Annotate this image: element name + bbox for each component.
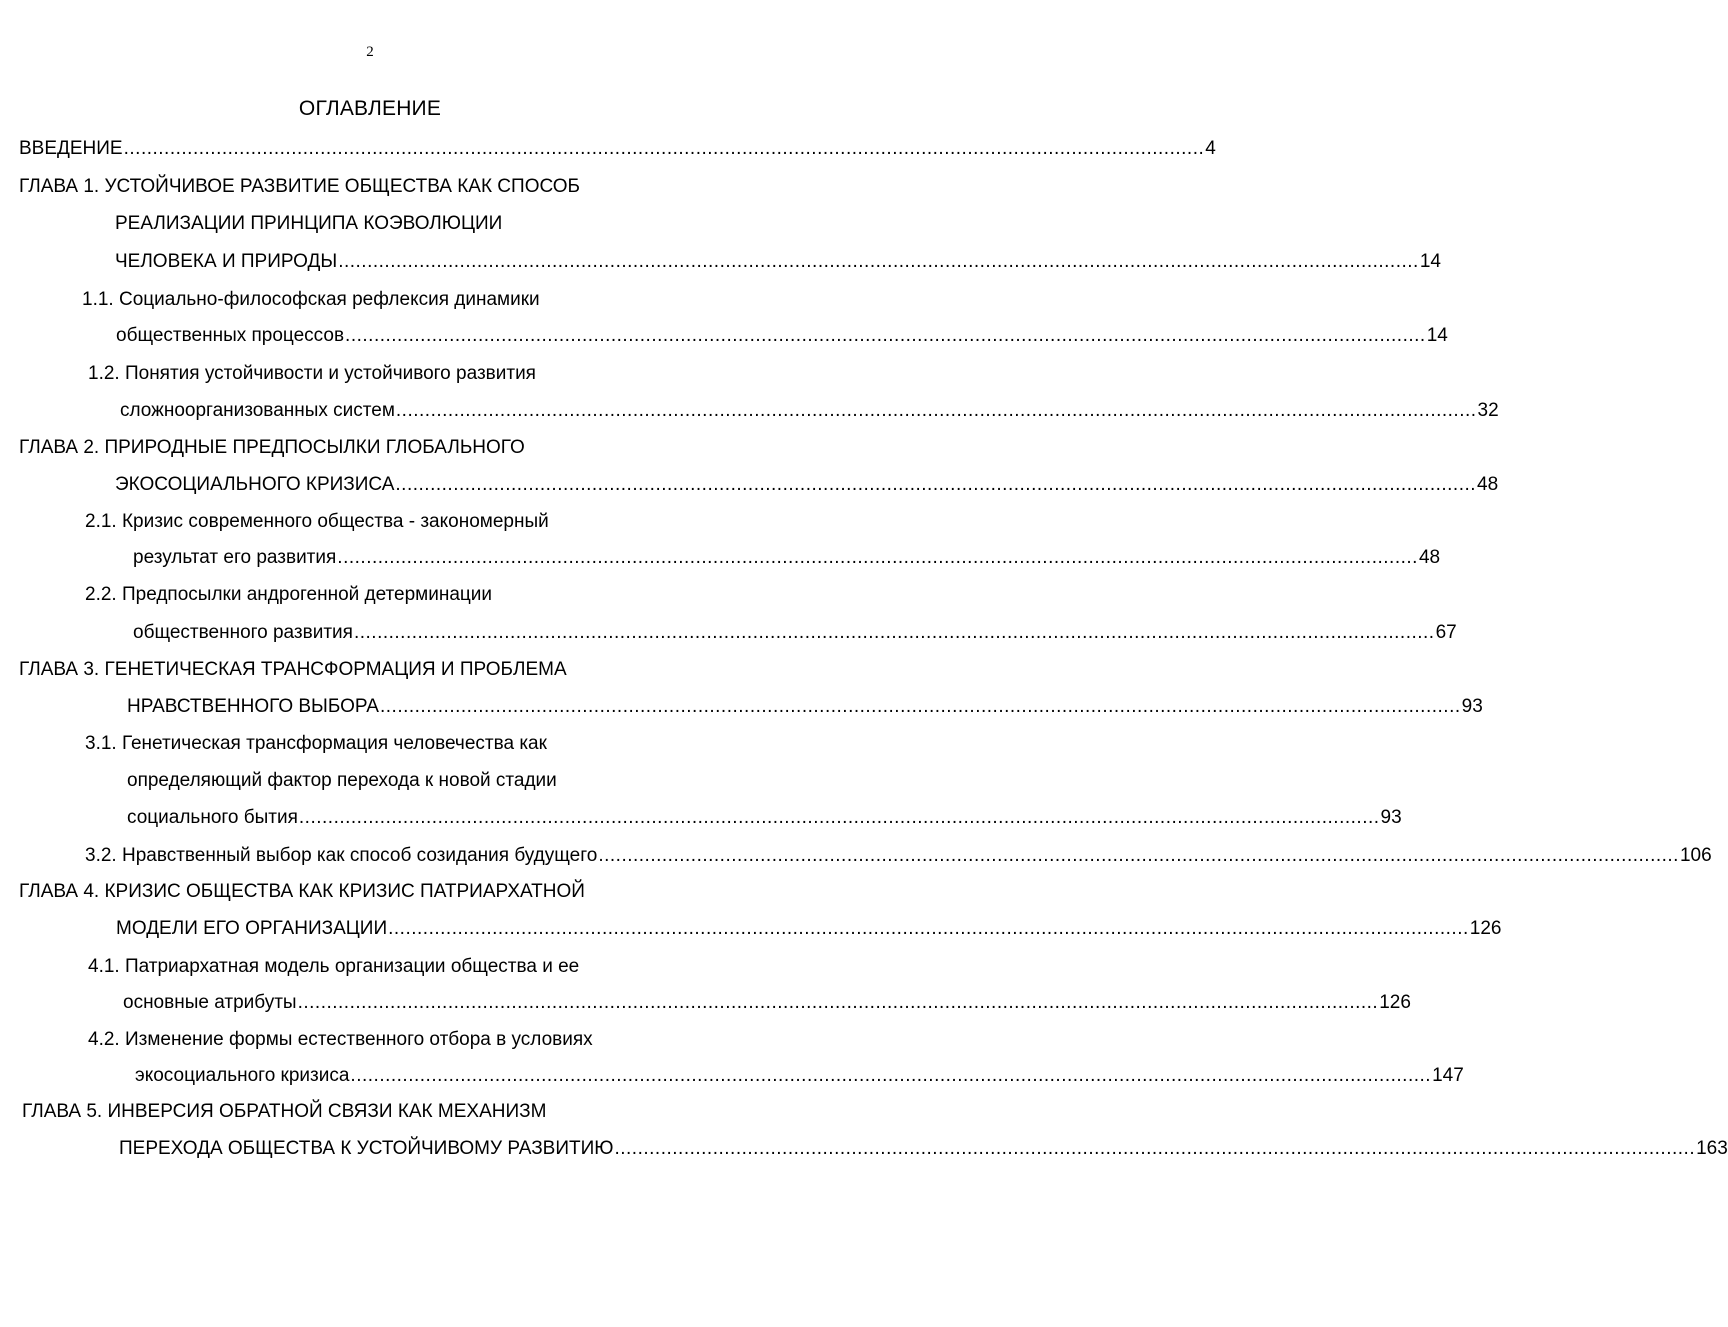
dot-leader: ........................................................................................................................................................................................... [123,138,1205,159]
toc-entry-label: сложноорганизованных систем [120,400,395,421]
toc-section-3-1-line-2: определяющий фактор перехода к новой стадии [127,770,557,791]
toc-page-number: 14 [1419,251,1441,272]
toc-section-1-2-line-1: 1.2. Понятия устойчивости и устойчивого развития [88,363,536,384]
toc-chapter-5-last-line [119,1137,1728,1161]
toc-section-4-1-last-line [123,991,1411,1015]
dot-leader: ........................................................................................................................................................................................... [395,474,1477,495]
toc-page-number: 93 [1461,696,1483,717]
toc-entry-label: социального бытия [127,807,298,828]
dot-leader: ........................................................................................................................................................................................... [297,992,1379,1013]
toc-section-4-2-last-line [135,1064,1464,1088]
toc-section-3-1-line-1: 3.1. Генетическая трансформация человечества как [85,733,547,754]
toc-chapter-1-line-1: ГЛАВА 1. УСТОЙЧИВОЕ РАЗВИТИЕ ОБЩЕСТВА КАК СПОСОБ [19,176,581,197]
toc-chapter-3-last-line [127,695,1483,719]
toc-section-2-1-line-1: 2.1. Кризис современного общества - закономерный [85,511,549,532]
toc-entry-label: ЧЕЛОВЕКА И ПРИРОДЫ [115,251,338,272]
dot-leader: ........................................................................................................................................................................................... [350,1065,1432,1086]
toc-section-1-2-last-line [120,399,1499,423]
toc-page-number: 32 [1477,400,1499,421]
toc-entry-label: основные атрибуты [123,992,297,1013]
toc-entry-label: МОДЕЛИ ЕГО ОРГАНИЗАЦИИ [116,918,388,939]
toc-entry-label: общественных процессов [116,325,345,346]
toc-section-4-1-line-1: 4.1. Патриархатная модель организации общества и ее [88,956,580,977]
toc-section-3-1-last-line [127,806,1402,830]
toc-entry-label: ВВЕДЕНИЕ [19,138,123,159]
dot-leader: ........................................................................................................................................................................................... [379,696,1461,717]
toc-page-number: 93 [1380,807,1402,828]
toc-section-2-1-last-line [133,546,1441,570]
dot-leader: ........................................................................................................................................................................................... [388,918,1469,939]
dot-leader: ........................................................................................................................................................................................... [338,251,1419,272]
toc-chapter-4-last-line [116,917,1502,941]
toc-section-1-1-last-line [116,324,1448,348]
dot-leader: ........................................................................................................................................................................................... [614,1138,1696,1159]
toc-page-number: 147 [1432,1065,1464,1086]
toc-page-number: 163 [1696,1138,1728,1159]
toc-page-number: 126 [1469,918,1502,939]
toc-page-number: 48 [1477,474,1499,495]
toc-page-number: 14 [1426,325,1448,346]
page-title: ОГЛАВЛЕНИЕ [298,97,442,120]
dot-leader: ........................................................................................................................................................................................... [598,845,1679,866]
toc-chapter-3-line-1: ГЛАВА 3. ГЕНЕТИЧЕСКАЯ ТРАНСФОРМАЦИЯ И ПРОБЛЕМА [19,659,567,680]
toc-entry-label: НРАВСТВЕННОГО ВЫБОРА [127,696,379,717]
toc-entry-label: ПЕРЕХОДА ОБЩЕСТВА К УСТОЙЧИВОМУ РАЗВИТИЮ [119,1138,614,1159]
toc-page-number: 106 [1679,845,1712,866]
toc-section-1-1-line-1: 1.1. Социально-философская рефлексия динамики [82,289,540,310]
toc-chapter-5-line-1: ГЛАВА 5. ИНВЕРСИЯ ОБРАТНОЙ СВЯЗИ КАК МЕХАНИЗМ [22,1101,547,1122]
toc-entry-label: ЭКОСОЦИАЛЬНОГО КРИЗИСА [115,474,395,495]
page-number: 2 [366,44,374,60]
toc-section-2-2-line-1: 2.2. Предпосылки андрогенной детерминации [85,584,493,605]
toc-chapter-2-last-line [115,473,1499,497]
dot-leader: ........................................................................................................................................................................................... [353,622,1435,643]
toc-chapter-1-last-line [115,250,1441,274]
toc-page-number: 4 [1205,138,1216,159]
toc-entry-label: результат его развития [133,547,337,568]
dot-leader: ........................................................................................................................................................................................... [345,325,1426,346]
dot-leader: ........................................................................................................................................................................................... [337,547,1418,568]
toc-chapter-1-line-2: РЕАЛИЗАЦИИ ПРИНЦИПА КОЭВОЛЮЦИИ [115,213,503,234]
toc-section-4-2-line-1: 4.2. Изменение формы естественного отбора в условиях [88,1029,593,1050]
dot-leader: ........................................................................................................................................................................................... [395,400,1477,421]
toc-page-number: 126 [1379,992,1411,1013]
toc-entry-intro [19,137,1216,161]
dot-leader: ........................................................................................................................................................................................... [298,807,1380,828]
toc-page-number: 48 [1418,547,1441,568]
toc-page-number: 67 [1435,622,1457,643]
toc-section-2-2-last-line [133,621,1457,645]
toc-entry-label: общественного развития [133,622,353,643]
toc-entry-label: 3.2. Нравственный выбор как способ созидания будущего [85,845,598,866]
toc-entry-label: экосоциального кризиса [135,1065,350,1086]
toc-chapter-4-line-1: ГЛАВА 4. КРИЗИС ОБЩЕСТВА КАК КРИЗИС ПАТРИАРХАТНОЙ [19,881,585,902]
toc-chapter-2-line-1: ГЛАВА 2. ПРИРОДНЫЕ ПРЕДПОСЫЛКИ ГЛОБАЛЬНОГО [19,437,525,458]
toc-section-3-2 [85,844,1712,868]
